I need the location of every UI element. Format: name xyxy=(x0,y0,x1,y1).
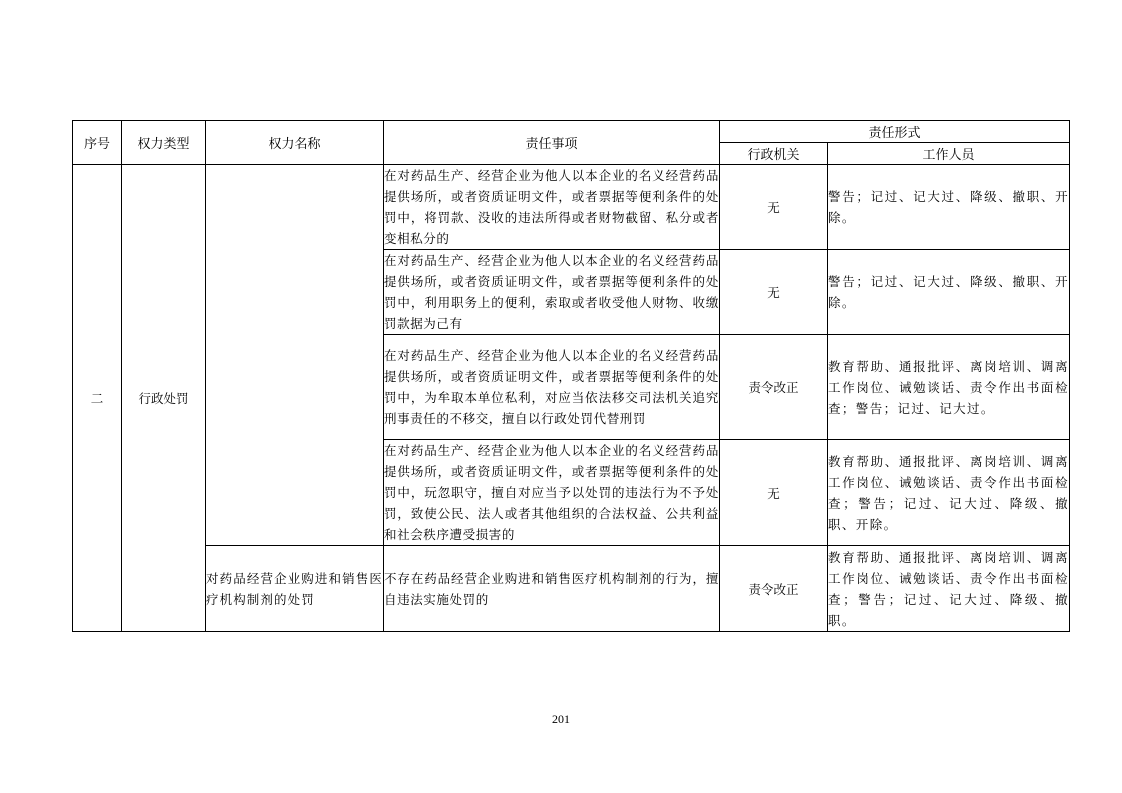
responsibility-item: 在对药品生产、经营企业为他人以本企业的名义经营药品提供场所，或者资质证明文件，或者票据等便利条件的处罚中，为牟取本单位私利，对应当依法移交司法机关追究刑事责任的不移交，擅自以行政处罚代替刑罚 xyxy=(384,335,720,440)
header-responsibility-items: 责任事项 xyxy=(384,121,720,165)
staff-cell: 教育帮助、通报批评、离岗培训、调离工作岗位、诫勉谈话、责令作出书面检查；警告；记过、记大过、降级、撤职。 xyxy=(828,546,1070,632)
group-seq: 二 xyxy=(73,165,122,632)
responsibility-item: 不存在药品经营企业购进和销售医疗机构制剂的行为，擅自违法实施处罚的 xyxy=(384,546,720,632)
admin-organ-cell: 无 xyxy=(720,440,828,546)
header-power-name: 权力名称 xyxy=(206,121,384,165)
power-name-cell xyxy=(206,165,384,546)
admin-organ-cell: 责令改正 xyxy=(720,546,828,632)
staff-cell: 教育帮助、通报批评、离岗培训、调离工作岗位、诫勉谈话、责令作出书面检查；警告；记过、记大过、降级、撤职、开除。 xyxy=(828,440,1070,546)
header-staff: 工作人员 xyxy=(828,143,1070,165)
staff-cell: 警告；记过、记大过、降级、撤职、开除。 xyxy=(828,165,1070,250)
table-row xyxy=(73,546,1070,632)
responsibility-item: 在对药品生产、经营企业为他人以本企业的名义经营药品提供场所，或者资质证明文件，或者票据等便利条件的处罚中，利用职务上的便利，索取或者收受他人财物、收缴罚款据为己有 xyxy=(384,250,720,335)
header-seq: 序号 xyxy=(73,121,122,165)
power-name-cell: 对药品经营企业购进和销售医疗机构制剂的处罚 xyxy=(206,546,384,632)
staff-cell: 教育帮助、通报批评、离岗培训、调离工作岗位、诫勉谈话、责令作出书面检查；警告；记过、记大过。 xyxy=(828,335,1070,440)
admin-organ-cell: 责令改正 xyxy=(720,335,828,440)
responsibility-item: 在对药品生产、经营企业为他人以本企业的名义经营药品提供场所，或者资质证明文件，或者票据等便利条件的处罚中，玩忽职守，擅自对应当予以处罚的违法行为不予处罚，致使公民、法人或者其他组织的合法权益、公共利益和社会秩序遭受损害的 xyxy=(384,440,720,546)
group-power-type: 行政处罚 xyxy=(122,165,206,632)
header-row xyxy=(73,121,1070,143)
staff-cell: 警告；记过、记大过、降级、撤职、开除。 xyxy=(828,250,1070,335)
header-responsibility-form: 责任形式 xyxy=(720,121,1070,143)
page-number: 201 xyxy=(552,712,570,726)
table-row xyxy=(73,165,1070,250)
header-admin-organ: 行政机关 xyxy=(720,143,828,165)
header-power-type: 权力类型 xyxy=(122,121,206,165)
admin-organ-cell: 无 xyxy=(720,165,828,250)
power-responsibility-table xyxy=(72,120,1070,632)
responsibility-item: 在对药品生产、经营企业为他人以本企业的名义经营药品提供场所，或者资质证明文件，或者票据等便利条件的处罚中，将罚款、没收的违法所得或者财物截留、私分或者变相私分的 xyxy=(384,165,720,250)
admin-organ-cell: 无 xyxy=(720,250,828,335)
